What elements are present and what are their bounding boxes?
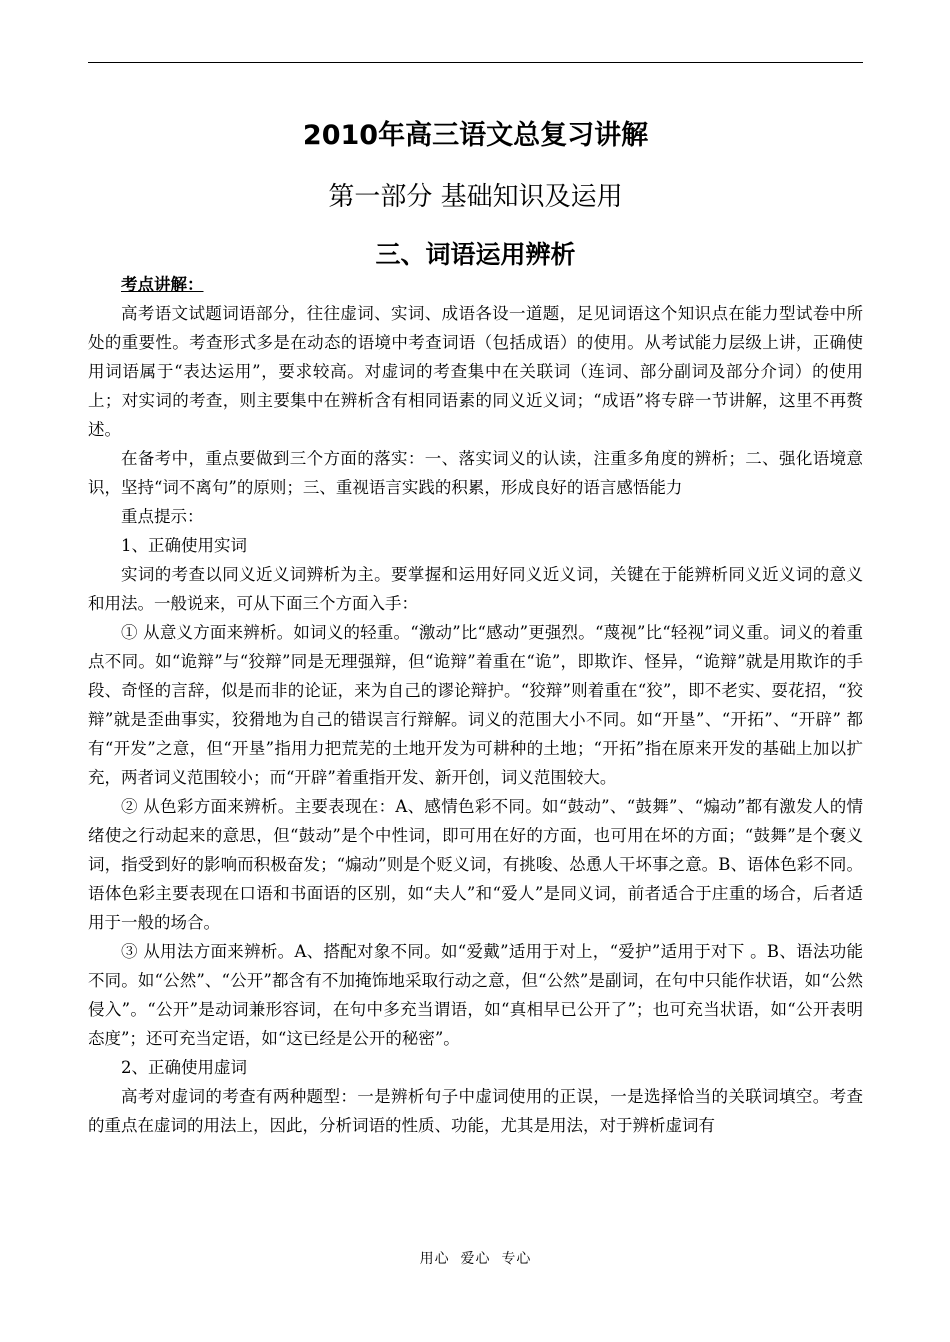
key-tips-label: 重点提示：	[121, 507, 204, 526]
page-footer: 用心 爱心 专心	[419, 1251, 532, 1267]
paragraph-xuci-intro: 高考对虚词的考查有两种题型：一是辨析句子中虚词使用的正误，一是选择恰当的关联词填空。考查的重点在虚词的用法上，因此，分析词语的性质、功能，尤其是用法，对于辨析虚词有	[88, 1087, 863, 1135]
document-title: 2010年高三语文总复习讲解	[302, 120, 649, 151]
body-text	[88, 270, 863, 1140]
header-rule	[88, 62, 863, 63]
kaodian-label-line	[88, 270, 863, 299]
subheading-xuci: 2、正确使用虚词	[121, 1058, 247, 1077]
paragraph-meaning: ① 从意义方面来辨析。如词义的轻重。“激动”比“感动”更强烈。“蔑视”比“轻视”词义重。词义的着重点不同。如“诡辩”与“狡辩”同是无理强辩，但“诡辩”着重在“诡”，即欺诈、怪异，“诡辩”就是用欺诈的手段、奇怪的言辞，似是而非的论证，来为自己的谬论辩护。“狡辩”则着重在“狡”，即不老实、耍花招，“狡辩”就是歪曲事实，狡猾地为自己的错误言行辩解。词义的范围大小不同。如“开垦”、“开拓”、“开辟” 都有“开发”之意，但“开垦”指用力把荒芜的土地开发为可耕种的土地；“开拓”指在原来开发的基础上加以扩充，两者词义范围较小；而“开辟”着重指开发、新开创，词义范围较大。	[88, 623, 863, 787]
paragraph-intro: 高考语文试题词语部分，往往虚词、实词、成语各设一道题，足见词语这个知识点在能力型试卷中所处的重要性。考查形式多是在动态的语境中考查词语（包括成语）的使用。从考试能力层级上讲，正确使用词语属于“表达运用”，要求较高。对虚词的考查集中在关联词（连词、部分副词及部分介词）的使用上；对实词的考查，则主要集中在辨析含有相同语素的同义近义词；“成语”将专辟一节讲解，这里不再赘述。	[88, 304, 863, 439]
paragraph-color: ② 从色彩方面来辨析。主要表现在：A、感情色彩不同。如“鼓动”、“鼓舞”、“煽动”都有激发人的情绪使之行动起来的意思，但“鼓动”是个中性词，即可用在好的方面，也可用在坏的方面；“鼓舞”是个褒义词，指受到好的影响而积极奋发；“煽动”则是个贬义词，有挑唆、怂恿人干坏事之意。B、语体色彩不同。语体色彩主要表现在口语和书面语的区别，如“夫人”和“爱人”是同义词，前者适合于庄重的场合，后者适用于一般的场合。	[88, 797, 863, 932]
paragraph-shici-intro: 实词的考查以同义近义词辨析为主。要掌握和运用好同义近义词，关键在于能辨析同义近义词的意义和用法。一般说来，可从下面三个方面入手：	[88, 565, 863, 613]
section-heading: 三、词语运用辨析	[375, 240, 576, 269]
kaodian-label: 考点讲解：	[121, 275, 204, 294]
paragraph-preparation: 在备考中，重点要做到三个方面的落实：一、落实词义的认读，注重多角度的辨析；二、强化语境意识，坚持“词不离句”的原则；三、重视语言实践的积累，形成良好的语言感悟能力	[88, 449, 863, 497]
part-heading: 第一部分 基础知识及运用	[328, 182, 623, 212]
subheading-shici: 1、正确使用实词	[121, 536, 247, 555]
paragraph-usage: ③ 从用法方面来辨析。A、搭配对象不同。如“爱戴”适用于对上，“爱护”适用于对下 。B、语法功能不同。如“公然”、“公开”都含有不加掩饰地采取行动之意，但“公然”是副词，在句中只能作状语，如“公然侵入”。“公开”是动词兼形容词，在句中多充当谓语，如“真相早已公开了”；也可充当状语，如“公开表明态度”；还可充当定语，如“这已经是公开的秘密”。	[88, 942, 863, 1048]
